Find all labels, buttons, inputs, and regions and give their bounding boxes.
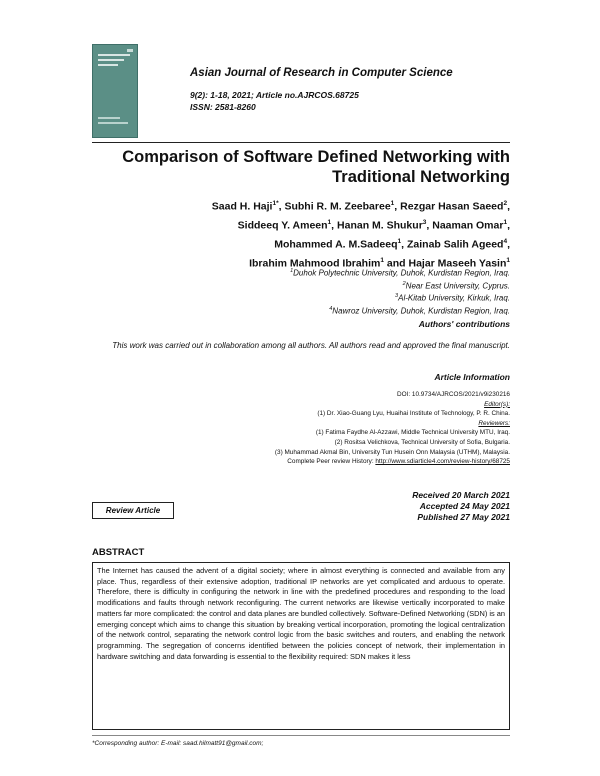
- corresponding-author-footnote: *Corresponding author: E-mail: saad.hilmatt91@gmail.com;: [92, 740, 264, 747]
- author-name: Ibrahim Mahmood Ibrahim: [249, 257, 381, 270]
- author-separator: ,: [394, 200, 401, 213]
- author-superscript: 1: [390, 200, 395, 207]
- title-line-2: Traditional Networking: [332, 168, 510, 186]
- affiliation-superscript: 2: [402, 280, 406, 287]
- author-name: Subhi R. M. Zeebaree: [284, 200, 391, 213]
- affiliation-item: [200, 304, 510, 317]
- affiliation-superscript: 4: [329, 305, 333, 312]
- published-date: Published 27 May 2021: [417, 512, 510, 522]
- editor-entry: (1) Dr. Xiao-Guang Lyu, Huaihai Institute of Technology, P. R. China.: [317, 410, 510, 418]
- author-name: Zainab Salih Ageed: [406, 238, 504, 251]
- issn-line: ISSN: 2581-8260: [190, 102, 256, 112]
- reviewer-entry-1: (1) Fatima Faydhe Al-Azzawi, Middle Technical University MTU, Iraq.: [315, 429, 510, 437]
- review-history-label: Complete Peer review History:: [287, 458, 376, 466]
- affiliation-text: Near East University, Cyprus.: [405, 281, 510, 291]
- author-superscript: 1: [506, 257, 510, 264]
- title-line-1: Comparison of Software Defined Networking with: [122, 148, 510, 166]
- author-row: [170, 234, 510, 253]
- article-info-block: [180, 390, 510, 467]
- author-superscript: 2: [503, 200, 508, 207]
- author-name: Mohammed A. M.Sadeeq: [274, 238, 398, 251]
- abstract-text: The Internet has caused the advent of a digital society; where in almost everything is connected and available from any place. Thus, regardless of their extensive adoption, traditional IP networks are yet complicated and arduous to operate. Therefore, there is difficulty in configuring the network in line with the predefined procedures and responding to the load modifications and faults through network reconfiguring. The current networks are likewise vertically incorporated to make matters far more complicated: the control and data planes are bundled collectively. Software-Defined Networking (SDN) is an emerging concept which aims to change this situation by breaking vertical incorporation, promoting the logical centralization of the network control, separating the network control logic from the basic switches and routers, and enabling the network programming. The segregation of concerns identified between the policies concept of network, their implementation in hardware switching and data forwarding is essential to the flexibility required: SDN makes it less: [97, 566, 505, 661]
- author-name: Saad H. Haji: [211, 200, 273, 213]
- affiliation-text: Duhok Polytechnic University, Duhok, Kurdistan Region, Iraq.: [293, 268, 510, 278]
- affiliation-text: Al-Kitab University, Kirkuk, Iraq.: [398, 293, 510, 303]
- affiliation-text: Nawroz University, Duhok, Kurdistan Region, Iraq.: [332, 306, 510, 316]
- author-separator: ,: [426, 219, 433, 232]
- author-separator: ,: [331, 219, 338, 232]
- contributions-text: This work was carried out in collaboration among all authors. All authors read and approved the final manuscript.: [112, 341, 510, 350]
- affiliation-superscript: 3: [395, 293, 399, 300]
- review-history-link[interactable]: http://www.sdiarticle4.com/review-history/68725: [375, 458, 510, 466]
- reviewer-entry-3: (3) Muhammad Akmal Bin, University Tun Husein Onn Malaysia (UTHM), Malaysia.: [274, 448, 510, 456]
- author-name: Siddeeq Y. Ameen: [237, 219, 328, 232]
- journal-cover-icon: [92, 44, 138, 138]
- accepted-date: Accepted 24 May 2021: [419, 501, 510, 511]
- footnote-divider: [92, 735, 510, 736]
- doi-line: DOI: 10.9734/AJRCOS/2021/v9i230216: [397, 391, 510, 398]
- author-superscript: 1: [503, 219, 508, 226]
- header-divider: [92, 142, 510, 143]
- reviewer-entry-2: (2) Rositsa Velichkova, Technical University of Sofia, Bulgaria.: [334, 438, 510, 446]
- author-name: Naaman Omar: [432, 219, 504, 232]
- publication-dates: [300, 490, 510, 523]
- author-superscript: 1: [380, 257, 384, 264]
- abstract-heading: ABSTRACT: [92, 547, 145, 558]
- abstract-box: [92, 562, 510, 730]
- review-history-line: [180, 457, 510, 467]
- author-name: Hajar Maseeh Yasin: [408, 257, 507, 270]
- paper-title: [92, 147, 510, 187]
- reviewers-label: Reviewers:: [478, 419, 510, 427]
- author-name: Rezgar Hasan Saeed: [400, 200, 504, 213]
- author-superscript: 3: [422, 219, 427, 226]
- author-separator: ,: [401, 238, 407, 251]
- journal-name: Asian Journal of Research in Computer Science: [190, 67, 453, 79]
- affiliation-item: [200, 279, 510, 292]
- author-separator: ,: [278, 200, 285, 213]
- volume-line: 9(2): 1-18, 2021; Article no.AJRCOS.68725: [190, 90, 359, 100]
- article-info-heading: Article Information: [434, 372, 510, 382]
- author-superscript: 1*: [272, 200, 279, 207]
- author-separator: ,: [507, 219, 510, 232]
- affiliation-item: [200, 266, 510, 279]
- author-name: Hanan M. Shukur: [337, 219, 423, 232]
- received-date: Received 20 March 2021: [412, 490, 510, 500]
- author-superscript: 1: [397, 238, 402, 245]
- author-separator: and: [383, 257, 409, 270]
- author-superscript: 4: [503, 238, 508, 245]
- author-separator: ,: [507, 200, 510, 213]
- affiliation-item: [200, 291, 510, 304]
- author-row: [170, 196, 510, 215]
- author-separator: ,: [507, 238, 510, 251]
- contributions-heading: Authors' contributions: [418, 319, 510, 329]
- author-superscript: 1: [327, 219, 332, 226]
- author-list: [170, 196, 510, 272]
- article-type-badge: Review Article: [92, 502, 174, 519]
- author-row: [170, 215, 510, 234]
- editors-label: Editor(s):: [484, 400, 510, 408]
- affiliation-list: [200, 266, 510, 317]
- affiliation-superscript: 1: [290, 268, 294, 274]
